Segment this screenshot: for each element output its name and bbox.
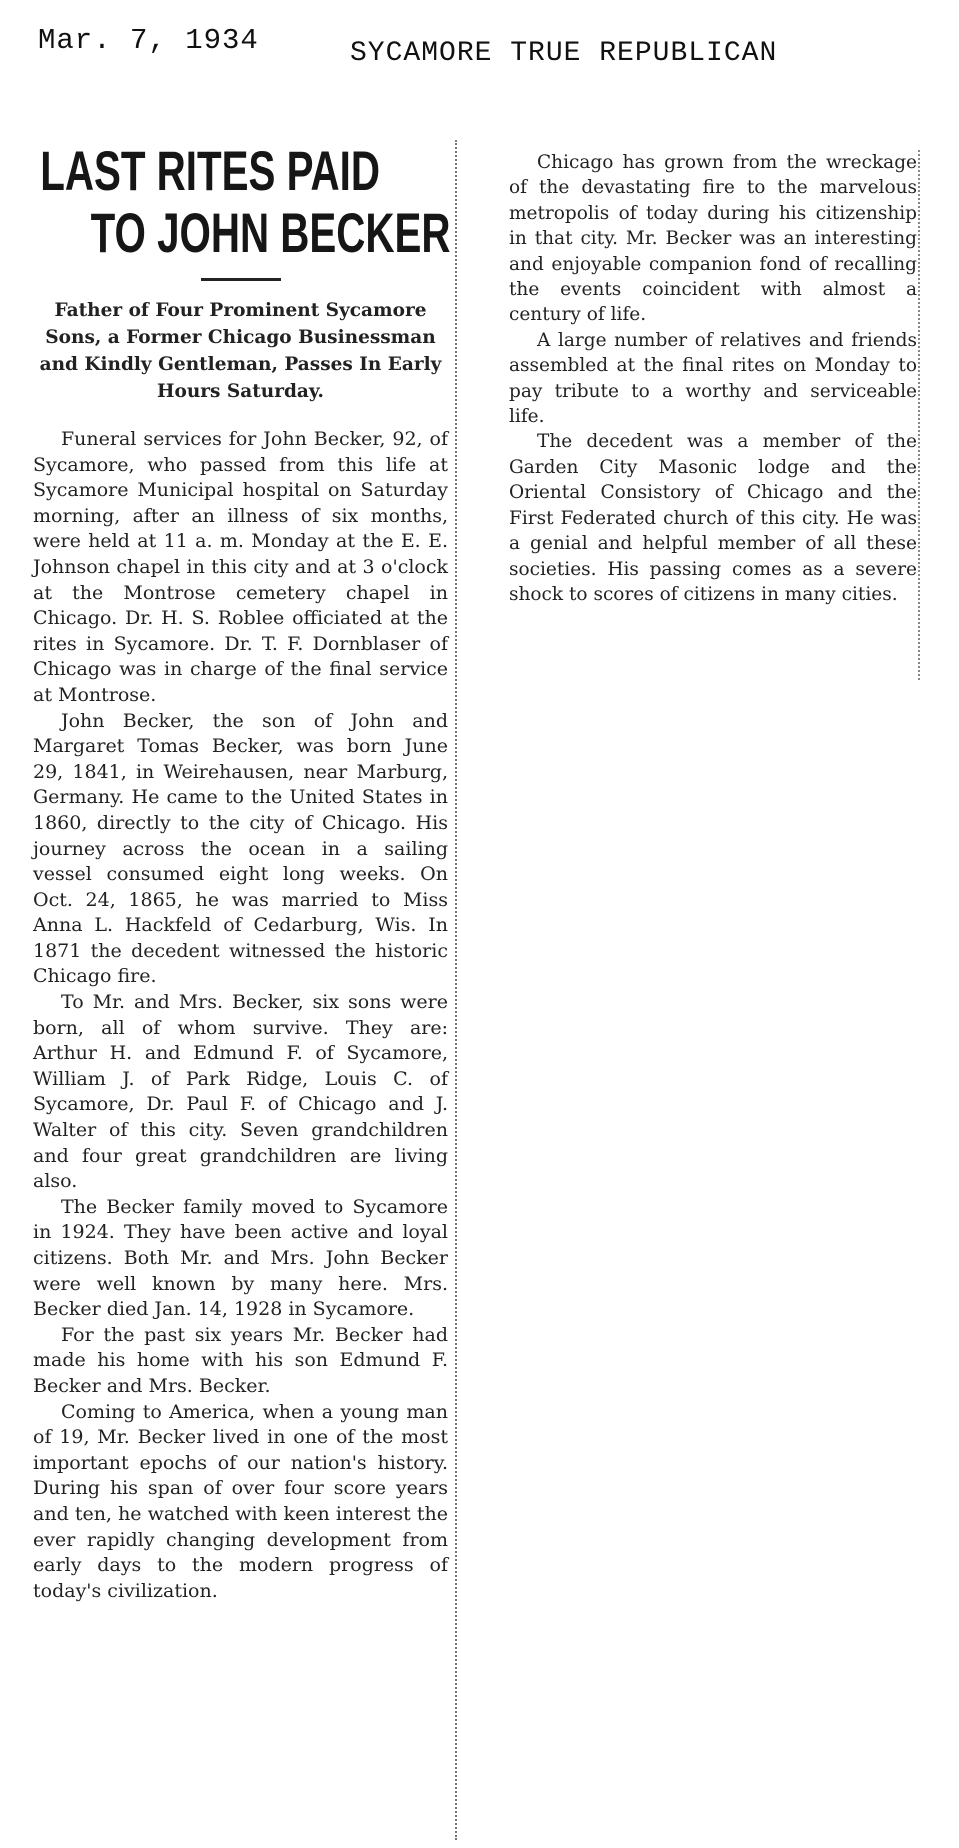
paragraph-chicago-growth: Chicago has grown from the wreckage of the devastating fire to the marvelous metropolis of today during his citizenship in that city. Mr. Becker was an interesting and enjoyable companion fond of recalling the events coincident with almost a century of life. — [509, 152, 917, 326]
paragraph-move-to-sycamore: The Becker family moved to Sycamore in 1924. They have been active and loyal citizens. Both Mr. and Mrs. John Becker were well known by many here. Mrs. Becker died Jan. 14, 1928 in Sycamore. — [33, 1195, 448, 1321]
paragraph-epochs: Coming to America, when a young man of 19, Mr. Becker lived in one of the most important epochs of our nation's history. During his span of over four score years and ten, he watched with keen interest the ever rapidly changing development from early days to the modern progress of today's civilization. — [33, 1400, 448, 1602]
article-left-column — [33, 139, 451, 1604]
publication-date: Mar. 7, 1934 — [38, 24, 259, 57]
headline-separator — [201, 278, 281, 281]
headline-line-1: LAST RITES PAID — [40, 139, 380, 202]
paragraph-survivors: To Mr. and Mrs. Becker, six sons were born, all of whom survive. They are: Arthur H. and Edmund F. of Sycamore, William J. of Park Ridge, Louis C. of Sycamore, Dr. Paul F. of Chicago and J. Walter of this city. Seven grandchildren and four great grandchildren are living also. — [33, 991, 448, 1193]
headline-line-2: TO JOHN BECKER — [90, 201, 451, 264]
paragraph-tribute: A large number of relatives and friends assembled at the final rites on Monday to pay tribute to a worthy and serviceable life. — [509, 329, 917, 428]
newspaper-name: SYCAMORE TRUE REPUBLICAN — [350, 38, 778, 69]
right-column-border — [918, 150, 920, 680]
column-divider — [455, 140, 457, 1840]
paragraph-memberships: The decedent was a member of the Garden City Masonic lodge and the Oriental Consistory of Chicago and the First Federated church of this city. He was a genial and helpful member of all these societies. His passing comes as a severe shock to scores of citizens in many cities. — [509, 431, 917, 605]
headline — [33, 140, 451, 264]
article-right-column — [509, 150, 917, 607]
subheadline-deck: Father of Four Prominent Sycamore Sons, a Former Chicago Businessman and Kindly Gentleman, Passes In Early Hours Saturday. — [39, 300, 442, 402]
paragraph-home: For the past six years Mr. Becker had made his home with his son Edmund F. Becker and Mrs. Becker. — [33, 1323, 448, 1397]
paragraph-biography: John Becker, the son of John and Margaret Tomas Becker, was born June 29, 1841, in Weirehausen, near Marburg, Germany. He came to the United States in 1860, directly to the city of Chicago. His journey across the ocean in a sailing vessel consumed eight long weeks. On Oct. 24, 1865, he was married to Miss Anna L. Hackfeld of Cedarburg, Wis. In 1871 the decedent witnessed the historic Chicago fire. — [33, 709, 448, 988]
paragraph-funeral-services: Funeral services for John Becker, 92, of Sycamore, who passed from this life at Sycamore Municipal hospital on Saturday morning, after an illness of six months, were held at 11 a. m. Monday at the E. E. Johnson chapel in this city and at 3 o'clock at the Montrose cemetery chapel in Chicago. Dr. H. S. Roblee officiated at the rites in Sycamore. Dr. T. F. Dornblaser of Chicago was in charge of the final service at Montrose. — [33, 428, 448, 706]
